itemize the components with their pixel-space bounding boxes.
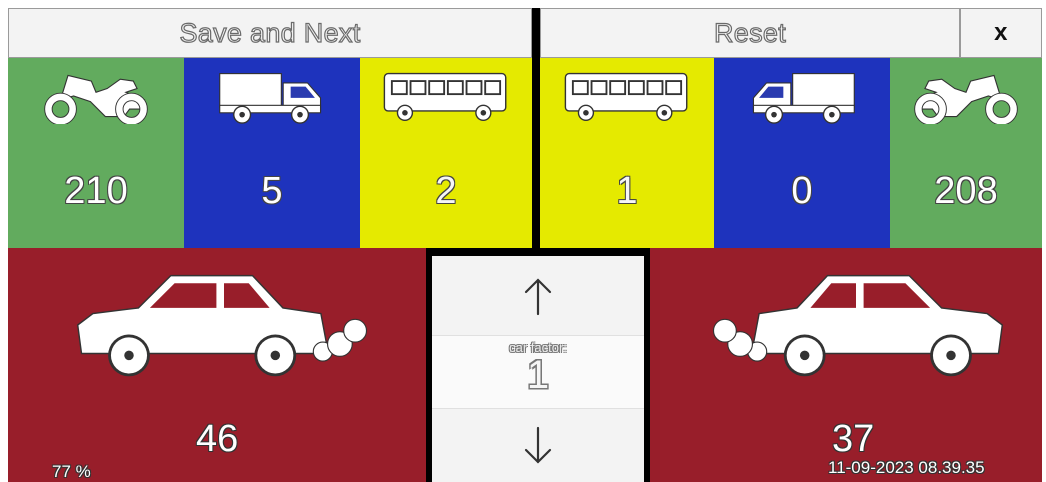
right-bus-count: 1 — [616, 170, 638, 212]
factor-panel — [426, 248, 650, 482]
factor-value: 1 — [526, 353, 550, 397]
left-bus-tile[interactable] — [360, 58, 532, 248]
arrow-down-icon — [523, 426, 553, 466]
factor-increase-button[interactable] — [432, 256, 644, 336]
right-truck-tile[interactable] — [714, 58, 890, 248]
truck-icon — [714, 68, 890, 124]
motorcycle-icon — [890, 68, 1042, 124]
progress-percent: 77 % — [52, 462, 91, 481]
left-bus-count: 2 — [435, 170, 457, 212]
bus-icon — [360, 68, 532, 124]
bus-icon — [540, 68, 714, 124]
left-car-tile[interactable] — [8, 248, 426, 482]
factor-display — [432, 336, 644, 408]
save-and-next-label: Save and Next — [179, 17, 361, 48]
car-icon — [704, 268, 1008, 382]
close-button[interactable] — [960, 8, 1042, 58]
left-car-count: 46 — [196, 418, 239, 460]
motorcycle-icon — [8, 68, 184, 124]
right-motorcycle-count: 208 — [934, 170, 998, 212]
right-motorcycle-tile[interactable] — [890, 58, 1042, 248]
close-icon: x — [994, 19, 1008, 46]
factor-label: car factor: — [509, 340, 567, 355]
factor-decrease-button[interactable] — [432, 408, 644, 482]
left-truck-count: 5 — [261, 170, 283, 212]
reset-label: Reset — [713, 17, 787, 48]
right-car-tile[interactable] — [650, 248, 1042, 482]
left-motorcycle-count: 210 — [64, 170, 128, 212]
save-and-next-button[interactable] — [8, 8, 532, 58]
arrow-up-icon — [523, 276, 553, 316]
left-truck-tile[interactable] — [184, 58, 360, 248]
right-bus-tile[interactable] — [540, 58, 714, 248]
right-car-count: 37 — [832, 418, 875, 460]
center-divider — [532, 8, 540, 248]
right-truck-count: 0 — [791, 170, 813, 212]
timestamp: 11-09-2023 08.39.35 — [828, 458, 985, 477]
reset-button[interactable] — [540, 8, 960, 58]
truck-icon — [184, 68, 360, 124]
car-icon — [72, 268, 376, 382]
left-motorcycle-tile[interactable] — [8, 58, 184, 248]
